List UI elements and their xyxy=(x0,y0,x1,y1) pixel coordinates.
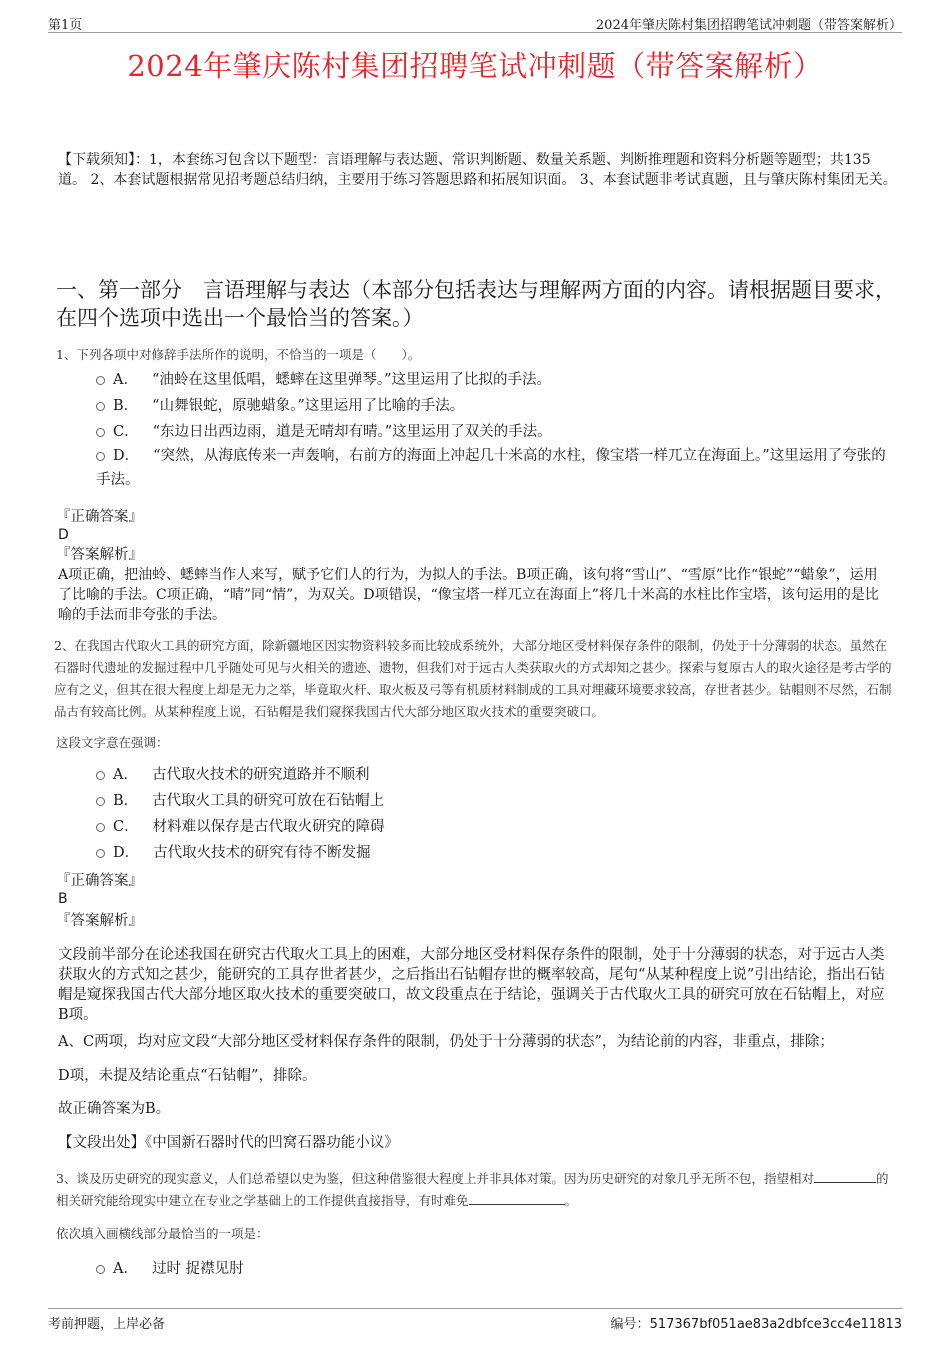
q3-stem: 3、谈及历史研究的现实意义，人们总希望以史为鉴，但这种借鉴很大程度上并非具体对策。因为历史研究的对象几乎无所不包，指望相对 的相关研究能给现实中建立在专业之学基础上的工作提供直接指导，有时难免 。 xyxy=(56,1171,889,1208)
q1-option-c[interactable]: C． “东边日出西边雨，道是无晴却有晴。”这里运用了双关的手法。 xyxy=(96,420,896,444)
q1-answer: D xyxy=(58,527,69,543)
section-heading: 一、第一部分 言语理解与表达（本部分包括表达与理解两方面的内容。请根据题目要求，在四个选项中选出一个最恰当的答案。） xyxy=(56,278,896,330)
q1-option-b[interactable]: B． “山舞银蛇，原驰蜡象。”这里运用了比喻的手法。 xyxy=(96,394,896,418)
radio-icon[interactable] xyxy=(96,797,105,806)
q2-analysis-p4: 故正确答案为B。 xyxy=(58,1101,171,1117)
q2-analysis-label: 『答案解析』 xyxy=(56,913,143,929)
q2-answer: B xyxy=(58,891,68,907)
q1-option-a[interactable]: A． “油蛉在这里低唱，蟋蟀在这里弹琴。”这里运用了比拟的手法。 xyxy=(96,368,896,392)
page-number: 第1页 xyxy=(48,18,83,33)
q1-option-d[interactable]: D． “突然，从海底传来一声轰响，右前方的海面上冲起几十米高的水柱，像宝塔一样兀立在海面上。”这里运用了夸张的手法。 xyxy=(96,448,886,488)
blank-1 xyxy=(814,1171,876,1183)
radio-icon[interactable] xyxy=(96,376,105,385)
page-title: 2024年肇庆陈村集团招聘笔试冲刺题（带答案解析） xyxy=(127,49,823,83)
q1-analysis: A项正确，把油蛉、蟋蟀当作人来写，赋予它们人的行为，为拟人的手法。B项正确，该句将“雪山”、“雪原”比作“银蛇”“蜡象”，运用了比喻的手法。C项正确，“晴”同“情”，为双关。D项错误，“像宝塔一样兀立在海面上”将几十米高的水柱比作宝塔，该句运用的是比喻的手法而非夸张的手法。 xyxy=(58,567,879,623)
radio-icon[interactable] xyxy=(96,1265,105,1274)
header-divider xyxy=(48,32,902,33)
radio-icon[interactable] xyxy=(96,849,105,858)
q1-analysis-label: 『答案解析』 xyxy=(56,547,143,563)
q2-option-c[interactable]: C． 材料难以保存是古代取火研究的障碍 xyxy=(96,815,896,839)
radio-icon[interactable] xyxy=(96,402,105,411)
footer-divider xyxy=(48,1308,902,1309)
q2-option-a[interactable]: A． 古代取火技术的研究道路并不顺利 xyxy=(96,763,896,787)
download-notice: 【下载须知】：1，本套练习包含以下题型：言语理解与表达题、常识判断题、数量关系题、判断推理题和资料分析题等题型；共135道。 2、本套试题根据常见招考题总结归纳，主要用于练习答题思路和拓展知识面。 3、本套试题非考试真题，且与肇庆陈村集团无关。 xyxy=(58,152,897,188)
q2-option-d[interactable]: D． 古代取火技术的研究有待不断发掘 xyxy=(96,841,896,865)
footer-slogan: 考前押题，上岸必备 xyxy=(48,1317,166,1332)
q2-option-b[interactable]: B． 古代取火工具的研究可放在石钻帽上 xyxy=(96,789,896,813)
q2-analysis-p2: A、C两项，均对应文段“大部分地区受材料保存条件的限制，仍处于十分薄弱的状态”，为结论前的内容，非重点，排除； xyxy=(58,1034,834,1050)
header-doc-title: 2024年肇庆陈村集团招聘笔试冲刺题（带答案解析） xyxy=(595,18,902,33)
q1-stem: 1、下列各项中对修辞手法所作的说明，不恰当的一项是（ ）。 xyxy=(56,347,421,362)
q3-prompt: 依次填入画横线部分最恰当的一项是： xyxy=(56,1226,269,1241)
radio-icon[interactable] xyxy=(96,428,105,437)
q2-source: 【文段出处】《中国新石器时代的凹窝石器功能小议》 xyxy=(58,1135,399,1151)
q1-answer-label: 『正确答案』 xyxy=(56,509,143,525)
q2-answer-label: 『正确答案』 xyxy=(56,873,143,889)
q2-analysis-p1: 文段前半部分在论述我国在研究古代取火工具上的困难，大部分地区受材料保存条件的限制，处于十分薄弱的状态，对于远古人类获取火的方式知之甚少，能研究的工具存世者甚少，之后指出石钻帽存世的概率较高，尾句“从某种程度上说”引出结论，指出石钻帽是窥探我国古代大部分地区取火技术的重要突破口，故文段重点在于结论，强调关于古代取火工具的研究可放在石钻帽上，对应B项。 xyxy=(58,947,885,1023)
q3-option-a[interactable]: A． 过时 捉襟见肘 xyxy=(96,1257,896,1281)
q2-analysis-p3: D项，未提及结论重点“石钻帽”，排除。 xyxy=(58,1068,317,1084)
blank-2 xyxy=(469,1193,565,1205)
footer-code: 编号：517367bf051ae83a2dbfce3cc4e11813 xyxy=(610,1317,902,1332)
q2-prompt: 这段文字意在强调： xyxy=(56,735,169,750)
radio-icon[interactable] xyxy=(96,771,105,780)
radio-icon[interactable] xyxy=(96,823,105,832)
q2-stem: 2、在我国古代取火工具的研究方面，除新疆地区因实物资料较多而比较成系统外，大部分地区受材料保存条件的限制，仍处于十分薄弱的状态。虽然在石器时代遗址的发掘过程中几乎随处可见与火相关的遗迹、遗物，但我们对于远古人类获取火的方式却知之甚少。探索与复原古人的取火途径是考古学的应有之义，但其在很大程度上却是无力之举，毕竟取火杆、取火板及弓等有机质材料制成的工具对埋藏环境要求较高，存世者甚少。钻帽则不尽然，石制品古有较高比例。从某种程度上说，石钻帽是我们窥探我国古代大部分地区取火技术的重要突破口。 xyxy=(54,638,892,719)
radio-icon[interactable] xyxy=(96,452,105,461)
